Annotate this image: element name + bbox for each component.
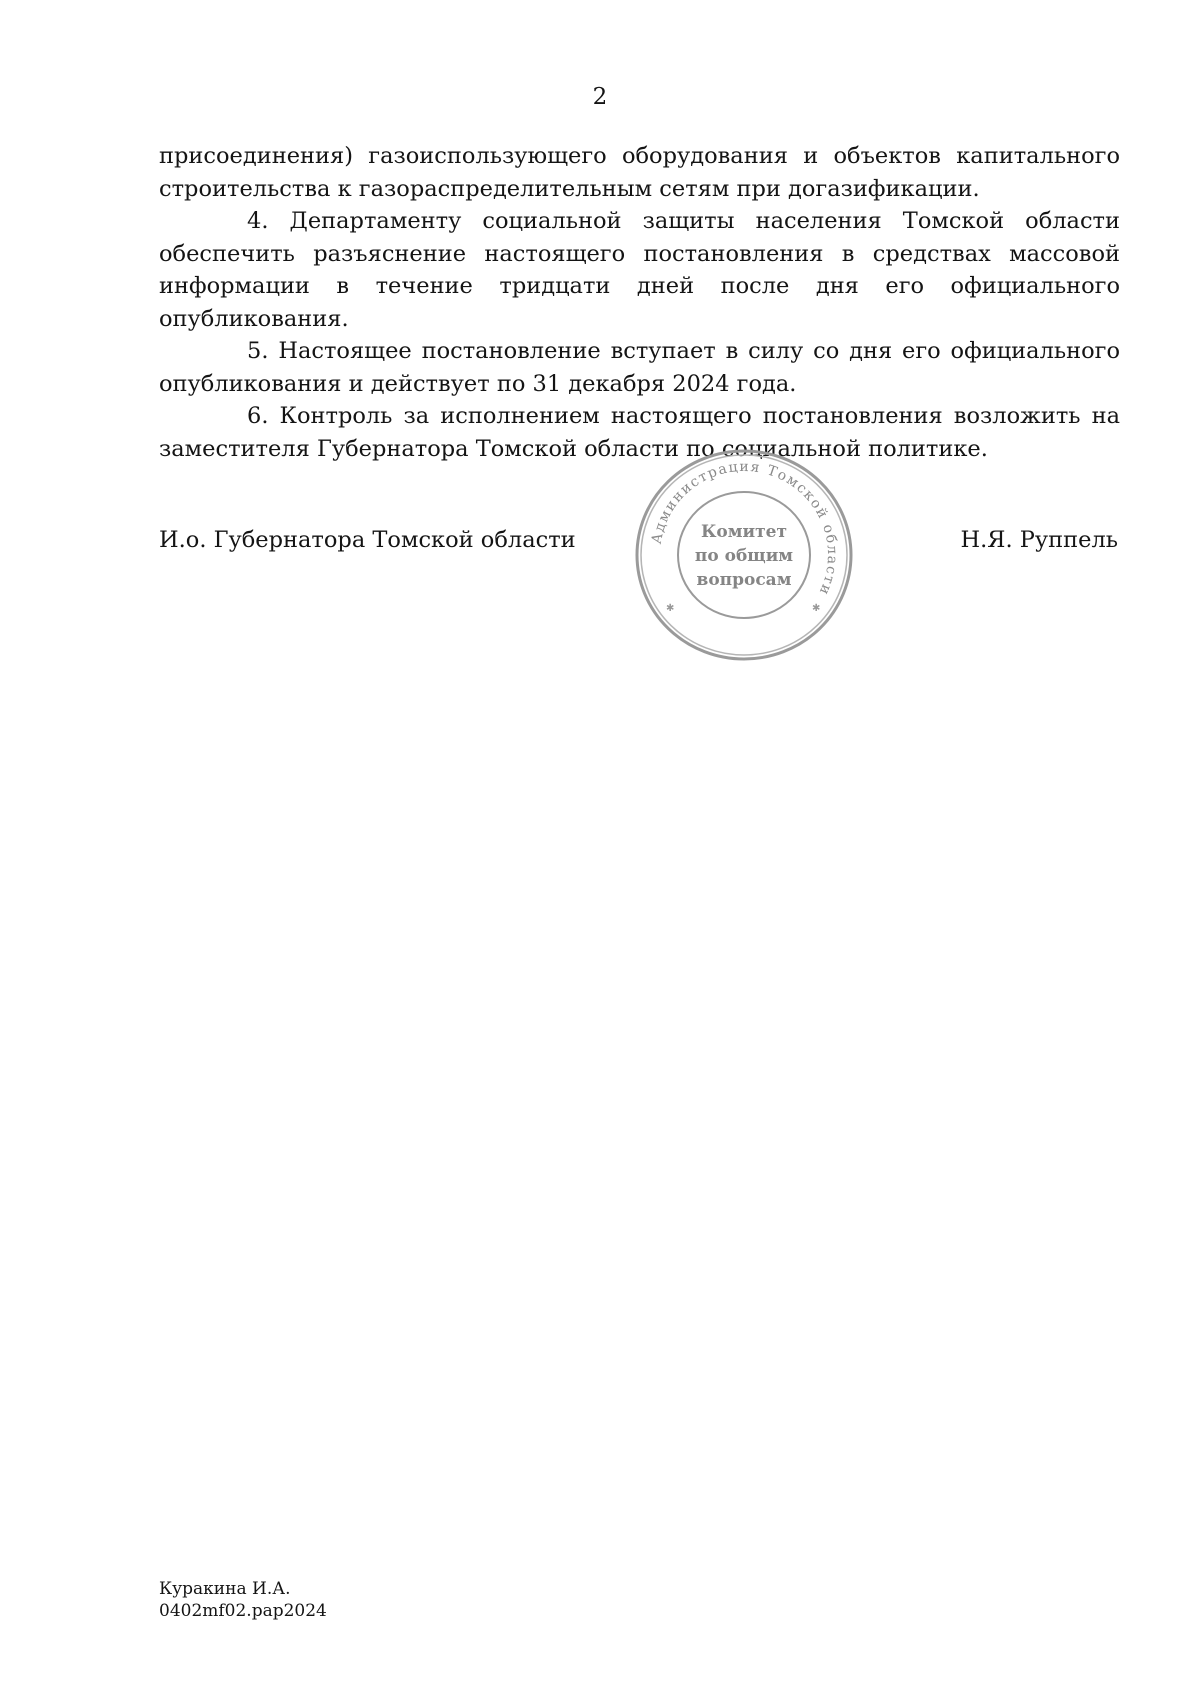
paragraph-item-6: 6. Контроль за исполнением настоящего постановления возложить на заместителя Губернатора Томской области по социальной политике.	[159, 403, 1120, 462]
stamp-line-2: по общим	[694, 546, 794, 566]
stamp-ring-text: Администрация Томской области	[648, 458, 841, 599]
official-stamp	[632, 445, 856, 665]
executor-name: Куракина И.А.	[159, 1579, 291, 1599]
signatory-name: Н.Я. Руппель	[960, 527, 1118, 553]
paragraph-continuation: присоединения) газоиспользующего оборудования и объектов капитального строительства к газораспределительным сетям при догазификации.	[159, 143, 1120, 202]
file-code: 0402mf02.pap2024	[159, 1601, 327, 1621]
page-number: 2	[592, 84, 608, 110]
footer-executor-block	[159, 1578, 327, 1622]
signatory-position: И.о. Губернатора Томской области	[159, 527, 576, 553]
stamp-seal-icon	[632, 445, 856, 665]
paragraph-item-5: 5. Настоящее постановление вступает в силу со дня его официального опубликования и действует по 31 декабря 2024 года.	[159, 338, 1120, 397]
document-body	[159, 140, 1120, 465]
paragraph-item-4: 4. Департаменту социальной защиты населения Томской области обеспечить разъяснение настоящего постановления в средствах массовой информации в течение тридцати дней после дня его официального опубликования.	[159, 208, 1120, 332]
stamp-star-icon: ✱	[812, 603, 821, 614]
stamp-line-3: вопросам	[696, 570, 792, 590]
stamp-line-1: Комитет	[700, 522, 788, 542]
stamp-star-icon: ✱	[666, 603, 675, 614]
